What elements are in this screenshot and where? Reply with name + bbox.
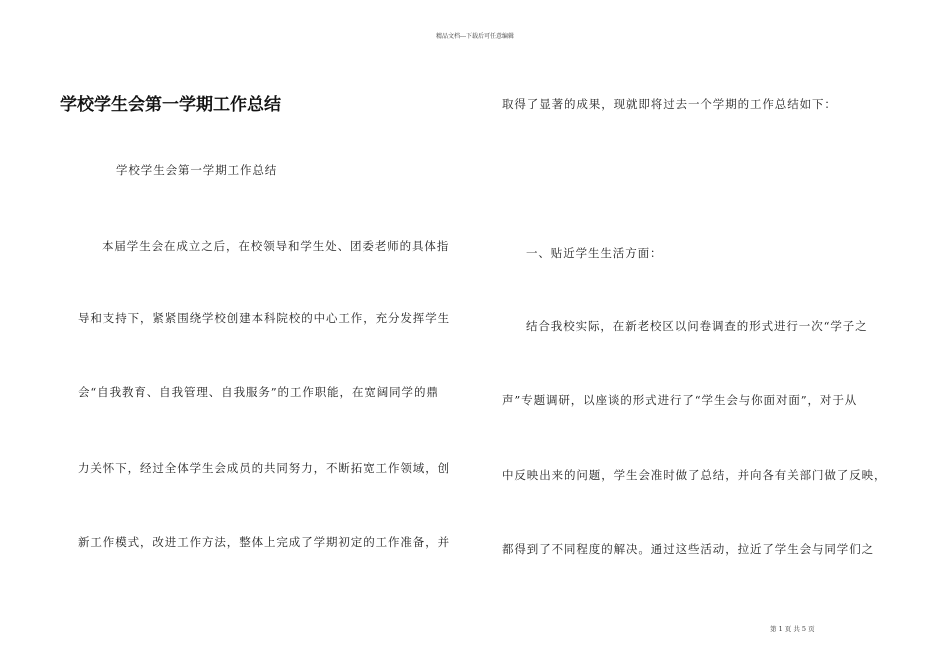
paragraph-line: 本届学生会在成立之后，在校领导和学生处、团委老师的具体指 <box>102 239 450 253</box>
paragraph-line: 结合我校实际，在新老校区以问卷调查的形式进行一次“学子之 <box>526 319 868 333</box>
page-title: 学校学生会第一学期工作总结 <box>60 95 281 115</box>
paragraph-line: 新工作模式，改进工作方法，整体上完成了学期初定的工作准备，并 <box>78 535 450 549</box>
page-number: 第 1 页 共 5 页 <box>770 625 815 633</box>
paragraph-line: 声”专题调研，以座谈的形式进行了“学生会与你面对面”，对于从 <box>502 393 858 407</box>
paragraph-line: 都得到了不同程度的解决。通过这些活动，拉近了学生会与同学们之 <box>502 542 874 556</box>
paragraph-line: 取得了显著的成果，现就即将过去一个学期的工作总结如下： <box>502 97 837 111</box>
paragraph-line: 力关怀下，经过全体学生会成员的共同努力，不断拓宽工作领域，创 <box>78 461 450 475</box>
paragraph-line: 会“自我教育、自我管理、自我服务”的工作职能，在宽阔同学的鼎 <box>78 385 439 399</box>
section-heading: 一、贴近学生生活方面： <box>526 246 663 260</box>
paragraph-line: 中反映出来的问题，学生会准时做了总结，并向各有关部门做了反映， <box>502 468 887 482</box>
document-header-note: 精品文档---下载后可任意编辑 <box>435 33 515 40</box>
paragraph-line: 导和支持下，紧紧围绕学校创建本科院校的中心工作，充分发挥学生 <box>78 311 450 325</box>
subtitle-line: 学校学生会第一学期工作总结 <box>116 163 278 177</box>
